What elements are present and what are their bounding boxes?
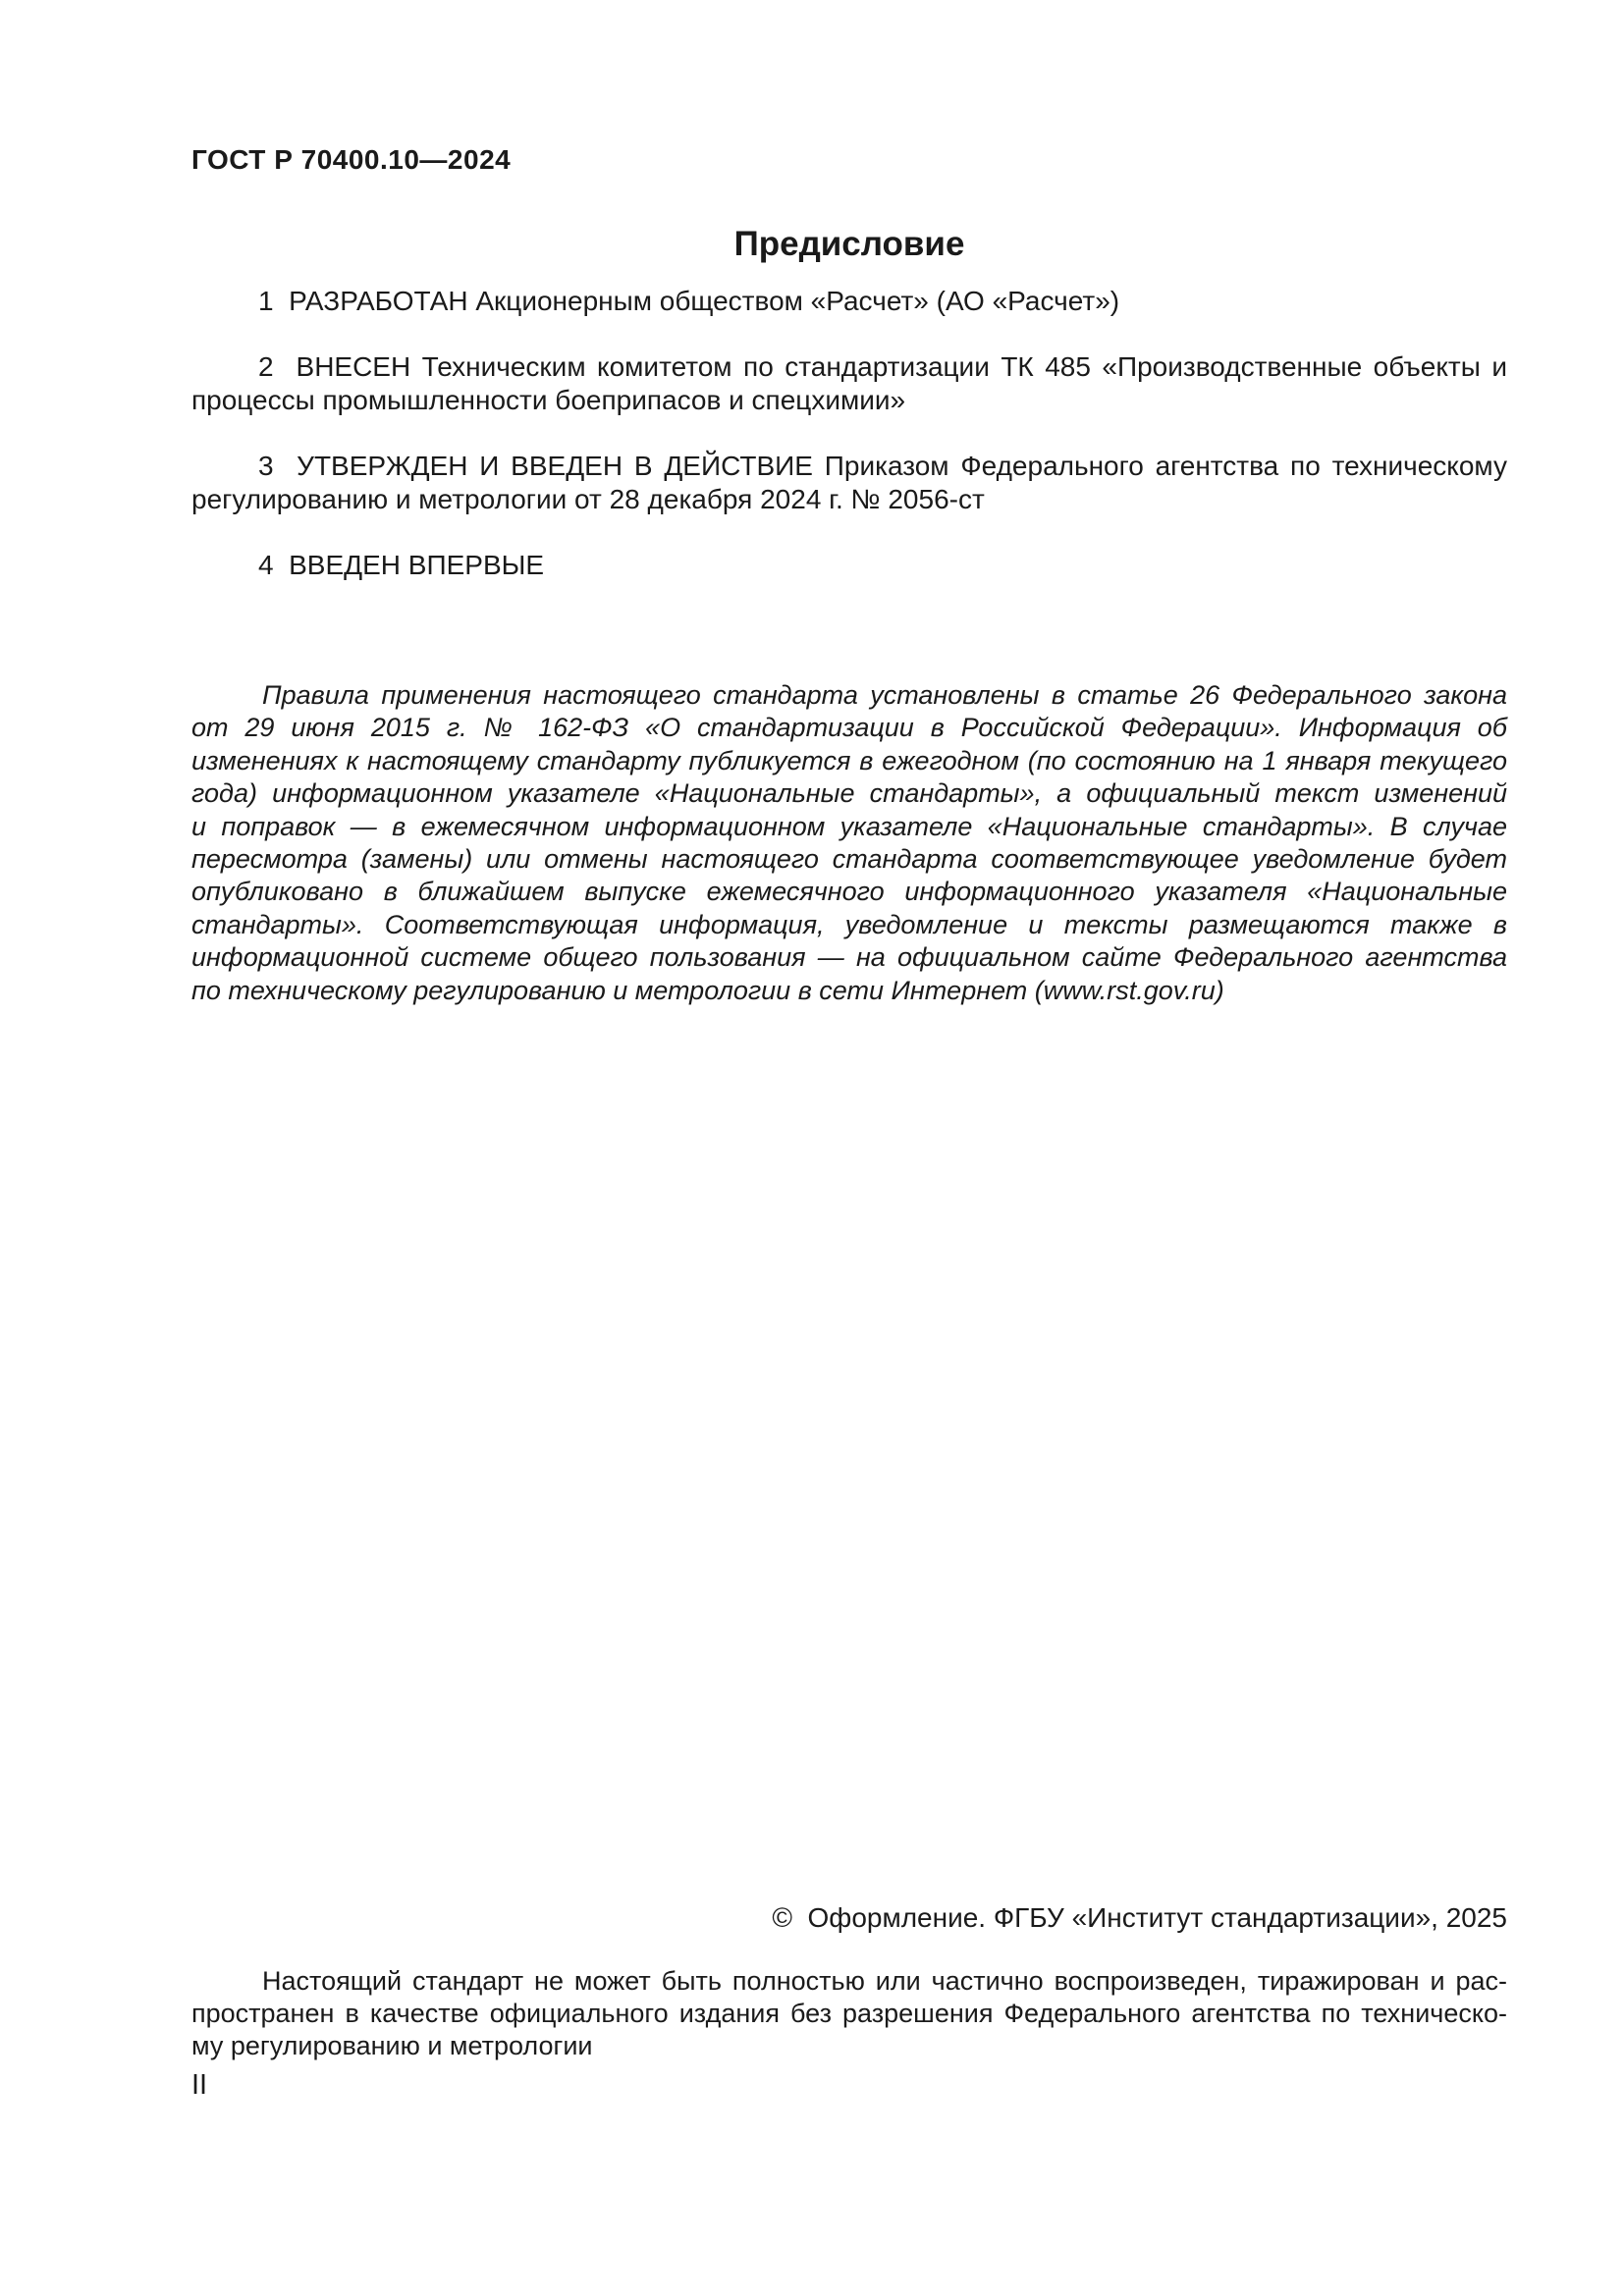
text-line: Настоящий стандарт не может быть полностью или частично воспроизведен, тиражирован и рас- (262, 1966, 1507, 1996)
text-line: 3 УТВЕРЖДЕН И ВВЕДЕН В ДЕЙСТВИЕ Приказом Федерального агентства по техническому (258, 450, 1507, 481)
text-line: и поправок — в ежемесячном информационном указателе «Национальные стандарты». В случае (191, 811, 1507, 841)
text-line: информационной системе общего пользования — на официальном сайте Федерального агентства (191, 942, 1507, 973)
reproduction-notice (191, 1965, 1507, 2062)
text-line: от 29 июня 2015 г. № 162-ФЗ «О стандартизации в Российской Федерации». Информация об (191, 713, 1507, 743)
text-line: изменениях к настоящему стандарту публикуется в ежегодном (по состоянию на 1 января текущего (191, 745, 1507, 775)
page-title: Предисловие (733, 225, 965, 263)
text-line: му регулированию и метрологии (191, 2031, 593, 2060)
text-line: опубликовано в ближайшем выпуске ежемесячного информационного указателя «Национальные (191, 877, 1507, 907)
foreword-item-3 (191, 450, 1507, 515)
page-number: II (191, 2069, 208, 2101)
text-line: стандарты». Соответствующая информация, уведомление и тексты размещаются также в (191, 909, 1507, 939)
copyright-line: © Оформление. ФГБУ «Институт стандартизации», 2025 (772, 1902, 1507, 1933)
foreword-item-2 (191, 350, 1507, 416)
foreword-section (191, 285, 1507, 581)
text-line: процессы промышленности боеприпасов и спецхимии» (191, 384, 906, 415)
text-line: 2 ВНЕСЕН Техническим комитетом по стандартизации ТК 485 «Производственные объекты и (258, 351, 1507, 383)
foreword-item-4 (191, 549, 1507, 582)
text-line: года) информационном указателе «Национальные стандарты», а официальный текст изменений (191, 778, 1507, 809)
text-line: регулированию и метрологии от 28 декабря 2024 г. № 2056-ст (191, 483, 985, 514)
doc-code: ГОСТ Р 70400.10—2024 (191, 144, 512, 175)
text-line: 4 ВВЕДЕН ВПЕРВЫЕ (258, 549, 545, 580)
text-line: 1 РАЗРАБОТАН Акционерным обществом «Расчет» (АО «Расчет») (258, 286, 1120, 316)
text-line: Правила применения настоящего стандарта установлены в статье 26 Федерального закона (262, 680, 1507, 710)
text-line: пересмотра (замены) или отмены настоящего стандарта соответствующее уведомление будет (191, 844, 1507, 875)
foreword-item-1 (191, 285, 1507, 318)
text-line: пространен в качестве официального издания без разрешения Федерального агентства по техническо- (191, 1999, 1507, 2028)
legal-application-notice (191, 679, 1507, 1007)
text-line: по техническому регулированию и метрологии в сети Интернет (www.rst.gov.ru) (191, 975, 1224, 1005)
